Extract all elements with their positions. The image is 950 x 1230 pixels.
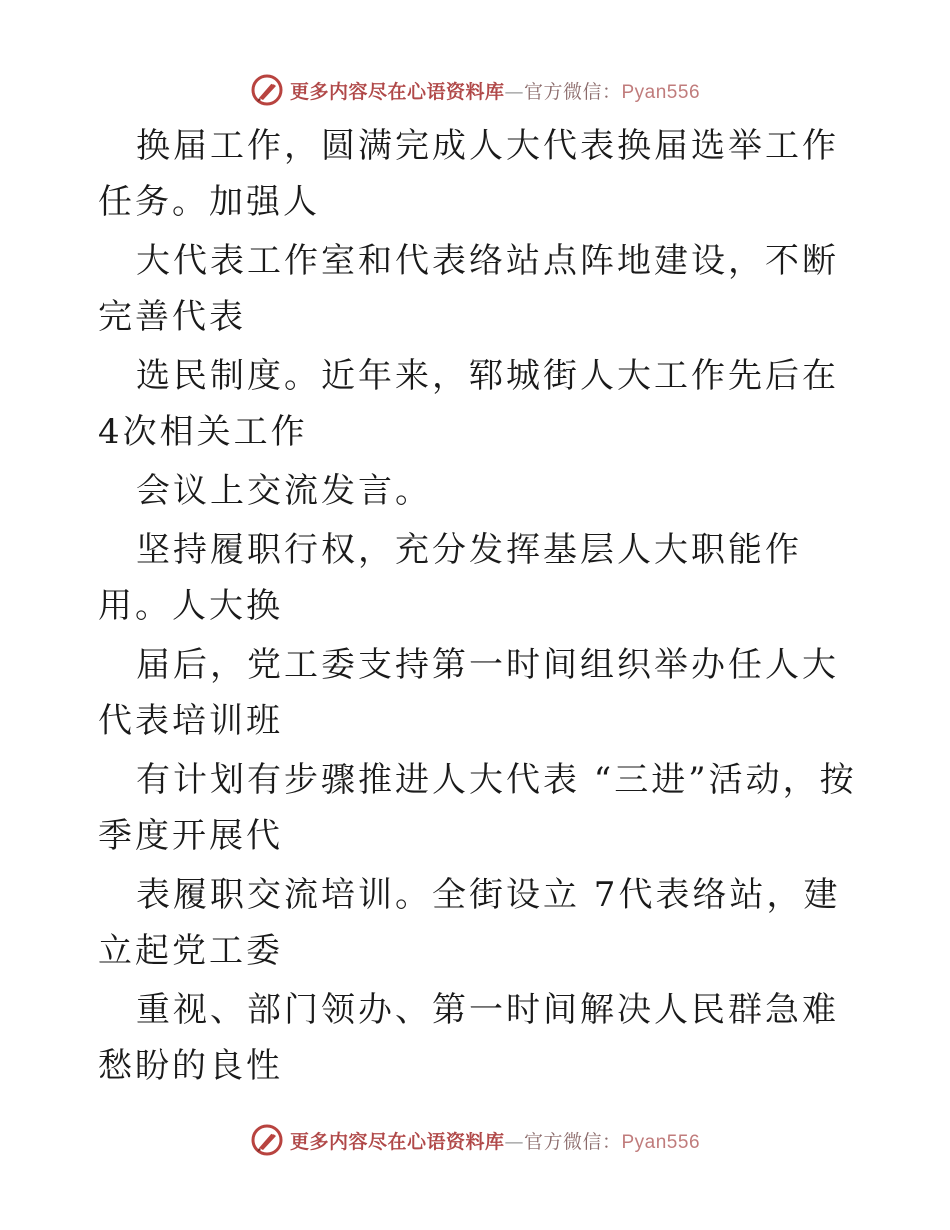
footer-wechat-handle: Pyan556 — [621, 1131, 701, 1153]
paragraph-6-line-2: 培训班 — [172, 701, 283, 741]
paragraph-9-line-1: 重视、部门领办、第一时间解决人民群急难愁盼 — [98, 990, 839, 1086]
document-body — [98, 118, 858, 1097]
paragraph-4-line-1: 会议上交流发言。 — [136, 471, 432, 511]
paragraph-9-line-2: 的良性 — [172, 1046, 283, 1086]
paragraph-5-line-1: 坚持履职行权，充分发挥基层人大职能作用。人 — [98, 530, 802, 626]
footer-separator: — — [504, 1130, 524, 1153]
pen-logo-icon — [250, 1123, 284, 1157]
paragraph-2 — [98, 233, 858, 345]
header-wechat-label: 官方微信： — [523, 80, 622, 103]
footer-watermark-banner — [0, 1120, 950, 1160]
pen-logo-icon — [250, 73, 284, 107]
paragraph-8 — [98, 867, 858, 979]
paragraph-3-line-2: 次相关工作 — [122, 412, 308, 452]
header-watermark-text — [290, 77, 700, 104]
footer-wechat-label: 官方微信： — [523, 1130, 622, 1153]
paragraph-1-line-1: 换届工作，圆满完成人大代表换届选举工作任 — [98, 126, 839, 222]
paragraph-5 — [98, 522, 858, 634]
paragraph-3-line-1: 选民制度。近年来，郓城街人大工作先后在 4 — [98, 356, 839, 452]
header-watermark-banner — [0, 70, 950, 110]
paragraph-8-line-1: 表履职交流培训。全街设立 7代表络站，建立 — [98, 875, 841, 971]
paragraph-2-line-1: 大代表工作室和代表络站点阵地建设，不断完善 — [98, 241, 839, 337]
paragraph-9 — [98, 982, 858, 1094]
paragraph-1 — [98, 118, 858, 230]
footer-watermark-text — [290, 1127, 700, 1154]
paragraph-6 — [98, 637, 858, 749]
paragraph-1-line-2: 务。加强人 — [135, 182, 320, 222]
paragraph-7 — [98, 752, 858, 864]
footer-brand-text: 更多内容尽在心语资料库 — [289, 1130, 505, 1153]
header-separator: — — [504, 80, 524, 103]
paragraph-4 — [98, 463, 858, 519]
paragraph-3 — [98, 348, 858, 460]
header-brand-text: 更多内容尽在心语资料库 — [289, 80, 505, 103]
paragraph-7-line-1: 有计划有步骤推进人大代表 “三进”活动，按 — [136, 760, 857, 800]
paragraph-6-line-1: 届后，党工委支持第一时间组织举办任人大代表 — [98, 645, 839, 741]
paragraph-8-line-2: 起党工委 — [135, 931, 283, 971]
paragraph-2-line-2: 代表 — [172, 297, 246, 337]
paragraph-7-line-2: 季度开展代 — [98, 816, 283, 856]
paragraph-5-line-2: 大换 — [209, 586, 283, 626]
header-wechat-handle: Pyan556 — [621, 81, 701, 103]
